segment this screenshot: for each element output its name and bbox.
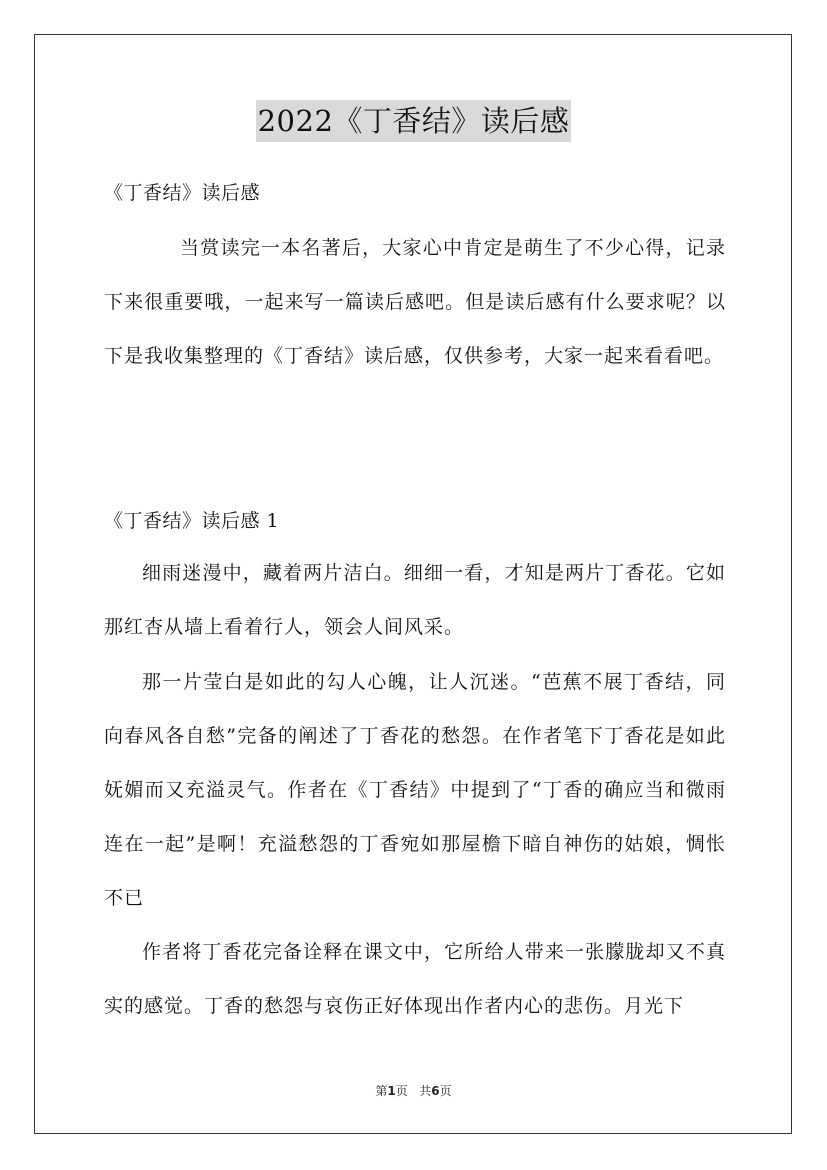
page-total: 6 xyxy=(431,1084,440,1098)
document-subtitle: 《丁香结》读后感 xyxy=(104,182,261,204)
page-current: 1 xyxy=(387,1084,396,1098)
page-suffix: 页 xyxy=(395,1084,408,1098)
document-title: 2022《丁香结》读后感 xyxy=(256,100,572,142)
page-prefix: 第 xyxy=(375,1084,388,1098)
title-container xyxy=(0,100,827,142)
page-footer xyxy=(0,1082,827,1099)
intro-paragraph: 当赏读完一本名著后，大家心中肯定是萌生了不少心得，记录下来很重要哦，一起来写一篇读后感吧。但是读后感有什么要求呢？以下是我收集整理的《丁香结》读后感，仅供参考，大家一起来看看吧。 xyxy=(104,237,726,367)
body-paragraph-1: 细雨迷漫中，藏着两片洁白。细细一看，才知是两片丁香花。它如那红杏从墙上看着行人，领会人间风采。 xyxy=(104,562,726,638)
body-paragraph-2: 那一片莹白是如此的勾人心魄，让人沉迷。“芭蕉不展丁香结，同向春风各自愁”完备的阐述了丁香花的愁怨。在作者笔下丁香花是如此妩媚而又充溢灵气。作者在《丁香结》中提到了“丁香的确应当和微雨连在一起”是啊！充溢愁怨的丁香宛如那屋檐下暗自神伤的姑娘，惆怅不已 xyxy=(104,671,726,909)
body-paragraph-3: 作者将丁香花完备诠释在课文中，它所给人带来一张朦胧却又不真实的感觉。丁香的愁怨与哀伤正好体现出作者内心的悲伤。月光下 xyxy=(104,941,726,1017)
total-suffix: 页 xyxy=(439,1084,452,1098)
total-prefix: 共 xyxy=(419,1084,432,1098)
section-heading: 《丁香结》读后感 1 xyxy=(104,510,280,532)
